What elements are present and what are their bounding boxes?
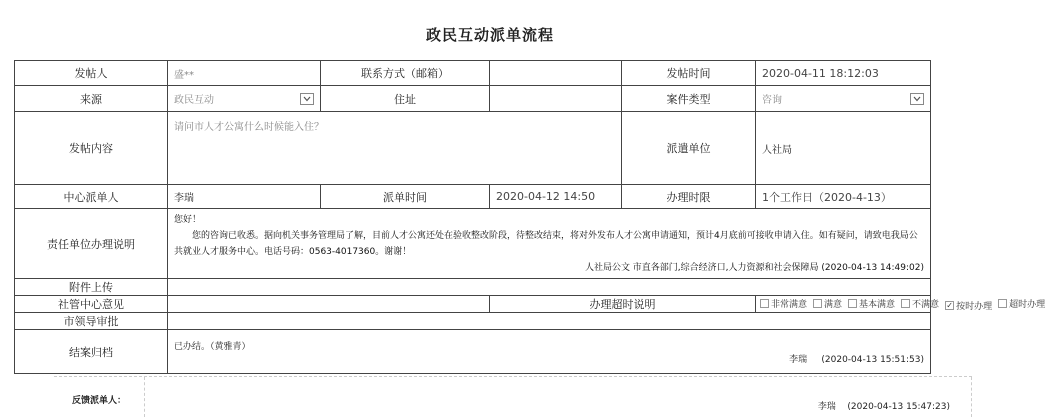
case-type-label: 案件类型 [622, 86, 756, 112]
checkmark-icon[interactable]: ✓ [946, 300, 953, 310]
feedback-section [54, 376, 972, 417]
address-value[interactable] [490, 86, 622, 112]
handling-note-label: 责任单位办理说明 [15, 209, 168, 279]
poster-label: 发帖人 [15, 61, 168, 86]
option-basically-satisfied[interactable]: 基本满意 [848, 297, 895, 310]
option-unsatisfied[interactable]: 不满意 [901, 297, 939, 310]
contact-value[interactable] [490, 61, 622, 86]
contact-label: 联系方式（邮箱） [321, 61, 490, 86]
dispatch-unit-label: 派遣单位 [622, 112, 756, 185]
option-on-time[interactable]: ✓ 按时办理 [946, 300, 993, 312]
content-value-cell [168, 112, 622, 185]
deadline-value: 1个工作日（2020-4-13） [756, 185, 931, 209]
leader-approval-cell[interactable] [168, 313, 931, 330]
feedback-divider [144, 377, 145, 417]
feedback-divider-right [971, 377, 972, 417]
deadline-label: 办理时限 [622, 185, 756, 209]
option-overtime[interactable]: 超时办理 [998, 297, 1045, 310]
dispatch-form-table [14, 60, 1046, 374]
archive-signature: 李瑞 (2020-04-13 15:51:53) [789, 354, 924, 365]
checkbox-icon[interactable] [998, 299, 1007, 308]
reply-greeting: 您好！ [174, 214, 202, 225]
option-satisfied[interactable]: 满意 [813, 297, 842, 310]
post-time-value: 2020-04-11 18:12:03 [756, 61, 931, 86]
attachment-label: 附件上传 [15, 279, 168, 296]
source-selected-value: 政民互动 [174, 95, 214, 106]
dispatcher-label: 中心派单人 [15, 185, 168, 209]
reply-body: 您的咨询已收悉。据向机关事务管理局了解，目前人才公寓还处在验收整改阶段，待整改结束，将对外发布人才公寓申请通知，预计4月底前可接收申请入住。如有疑问，请致电我局公共就业人才服务中心。电话号码：0563-4017360。谢谢！ [174, 230, 918, 257]
option-very-satisfied[interactable]: 非常满意 [760, 297, 807, 310]
dispatch-time-value: 2020-04-12 14:50 [490, 185, 622, 209]
chevron-down-icon[interactable] [300, 93, 314, 105]
center-opinion-cell[interactable] [168, 296, 490, 313]
checkbox-icon[interactable] [901, 299, 910, 308]
dispatch-time-label: 派单时间 [321, 185, 490, 209]
feedback-label: 反馈派单人： [72, 396, 127, 406]
center-opinion-label: 社管中心意见 [15, 296, 168, 313]
dispatch-unit-value: 人社局 [756, 112, 931, 185]
content-value: 请问市人才公寓什么时候能入住？ [174, 122, 324, 133]
leader-approval-label: 市领导审批 [15, 313, 168, 330]
feedback-signature: 李瑞 (2020-04-13 15:47:23) [817, 402, 950, 412]
satisfaction-options [756, 296, 1046, 313]
handling-note-cell [168, 209, 931, 279]
checkbox-icon[interactable] [848, 299, 857, 308]
archive-cell [168, 330, 931, 374]
content-label: 发帖内容 [15, 112, 168, 185]
chevron-down-icon[interactable] [910, 93, 924, 105]
dispatcher-value: 李瑞 [168, 185, 321, 209]
checkbox-icon[interactable] [813, 299, 822, 308]
post-time-label: 发帖时间 [622, 61, 756, 86]
reply-signature: 人社局公文 市直各部门,综合经济口,人力资源和社会保障局 (2020-04-13 14:49:02) [584, 262, 924, 273]
page-title: 政民互动派单流程 [425, 26, 554, 44]
attachment-cell[interactable] [168, 279, 931, 296]
case-type-select[interactable] [756, 86, 931, 112]
checkbox-icon[interactable] [760, 299, 769, 308]
source-label: 来源 [15, 86, 168, 112]
poster-value: 盛** [168, 61, 321, 86]
archive-label: 结案归档 [15, 330, 168, 374]
source-select[interactable] [168, 86, 321, 112]
address-label: 住址 [321, 86, 490, 112]
case-type-selected-value: 咨询 [762, 95, 782, 106]
overtime-label: 办理超时说明 [490, 296, 756, 313]
archive-text: 已办结。（黄雅青） [174, 341, 251, 352]
